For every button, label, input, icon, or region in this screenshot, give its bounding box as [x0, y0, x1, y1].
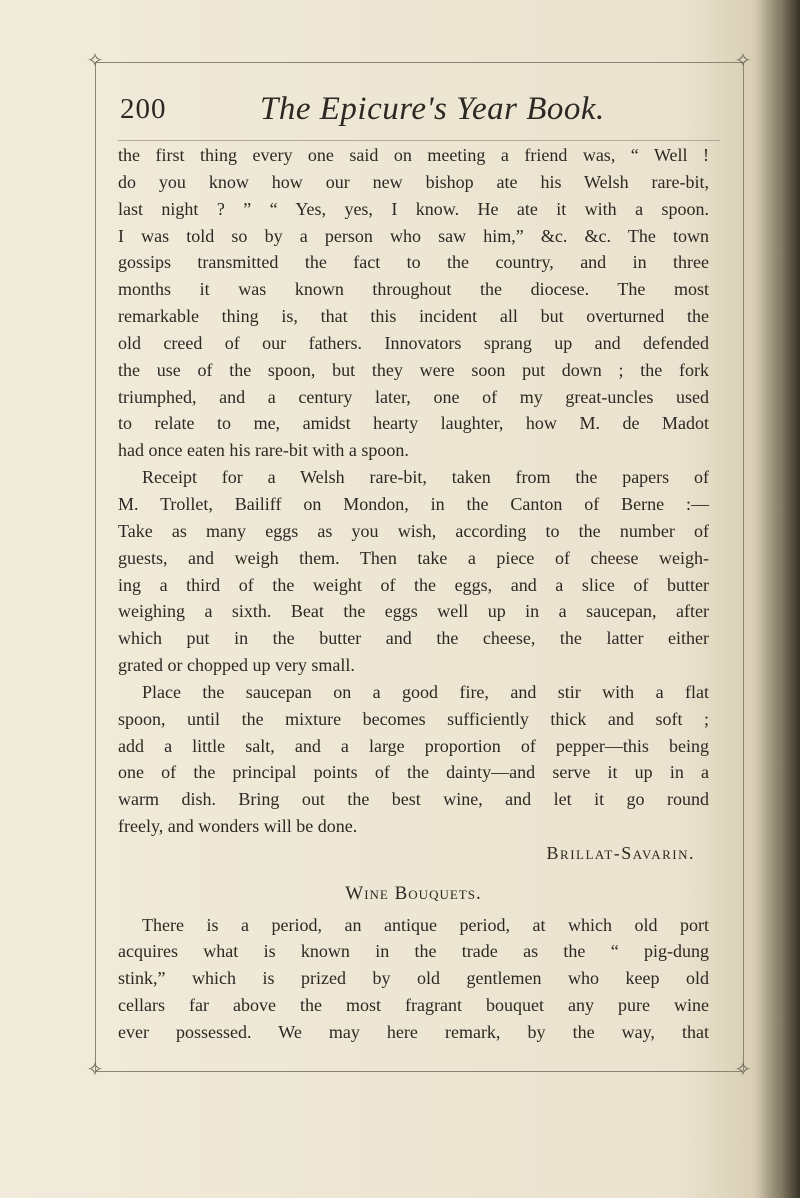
text-line: Place the saucepan on a good fire, and stir with a flat	[142, 681, 709, 702]
bottom-left-ornament: ✧	[86, 1059, 104, 1081]
text-line: which put in the butter and the cheese, the latter either	[118, 628, 709, 649]
section-heading: Wine Bouquets.	[345, 882, 482, 904]
paragraph-saucepan	[118, 679, 709, 840]
text-line: I was told so by a person who saw him,” &c. &c. The town	[118, 225, 709, 246]
top-right-ornament: ✧	[734, 50, 752, 72]
text-line: old creed of our fathers. Innovators sprang up and defended	[118, 332, 709, 353]
text-line: Take as many eggs as you wish, according to the number of	[118, 520, 709, 541]
top-border-rule	[95, 62, 743, 63]
right-border-rule	[743, 62, 744, 1071]
text-line: Receipt for a Welsh rare-bit, taken from the papers of	[142, 467, 709, 488]
bottom-right-ornament: ✧	[734, 1059, 752, 1081]
page-number: 200	[120, 93, 167, 125]
text-line: months it was known throughout the diocese. The most	[118, 279, 709, 300]
text-line: spoon, until the mixture becomes sufficiently thick and soft ;	[118, 708, 709, 729]
text-line: last night ? ” “ Yes, yes, I know. He ate it with a spoon.	[118, 198, 709, 219]
text-line: one of the principal points of the dainty—and serve it up in a	[118, 762, 709, 783]
author-signature: Brillat-Savarin.	[546, 842, 695, 863]
page-header	[120, 93, 720, 133]
text-line: freely, and wonders will be done.	[118, 816, 358, 837]
text-line: There is a period, an antique period, at which old port	[142, 914, 709, 935]
text-line: guests, and weigh them. Then take a piece of cheese weigh-	[118, 547, 709, 568]
body-text	[118, 142, 709, 1046]
text-line: grated or chopped up very small.	[118, 655, 355, 676]
text-line: do you know how our new bishop ate his Welsh rare-bit,	[118, 171, 709, 192]
paragraph-wine-bouquets	[118, 912, 709, 1046]
text-line: to relate to me, amidst hearty laughter, how M. de Madot	[118, 413, 709, 434]
text-line: stink,” which is prized by old gentlemen who keep old	[118, 968, 709, 989]
text-line: the first thing every one said on meeting a friend was, “ Well !	[118, 145, 709, 165]
text-line: gossips transmitted the fact to the country, and in three	[118, 252, 709, 273]
left-border-rule	[95, 62, 96, 1071]
text-line: ing a third of the weight of the eggs, and a slice of butter	[118, 574, 709, 595]
text-line: weighing a sixth. Beat the eggs well up in a saucepan, after	[118, 601, 709, 622]
text-line: the use of the spoon, but they were soon put down ; the fork	[118, 359, 709, 380]
text-line: acquires what is known in the trade as the “ pig-dung	[118, 941, 709, 962]
text-line: warm dish. Bring out the best wine, and let it go round	[118, 789, 709, 810]
header-rule	[118, 140, 720, 141]
paragraph-bishop	[118, 142, 709, 464]
text-line: add a little salt, and a large proportion of pepper—this being	[118, 735, 709, 756]
text-line: had once eaten his rare-bit with a spoon.	[118, 440, 409, 461]
text-line: ever possessed. We may here remark, by the way, that	[118, 1022, 709, 1042]
text-line: M. Trollet, Bailiff on Mondon, in the Canton of Berne :—	[118, 493, 709, 514]
page-edge-shadow	[758, 0, 800, 1198]
top-left-ornament: ✧	[86, 50, 104, 72]
text-line: cellars far above the most fragrant bouquet any pure wine	[118, 995, 709, 1016]
bottom-border-rule	[95, 1071, 743, 1072]
text-line: remarkable thing is, that this incident all but overturned the	[118, 306, 709, 327]
paragraph-receipt	[118, 464, 709, 679]
text-line: triumphed, and a century later, one of my great-uncles used	[118, 386, 709, 407]
running-title: The Epicure's Year Book.	[260, 91, 605, 127]
